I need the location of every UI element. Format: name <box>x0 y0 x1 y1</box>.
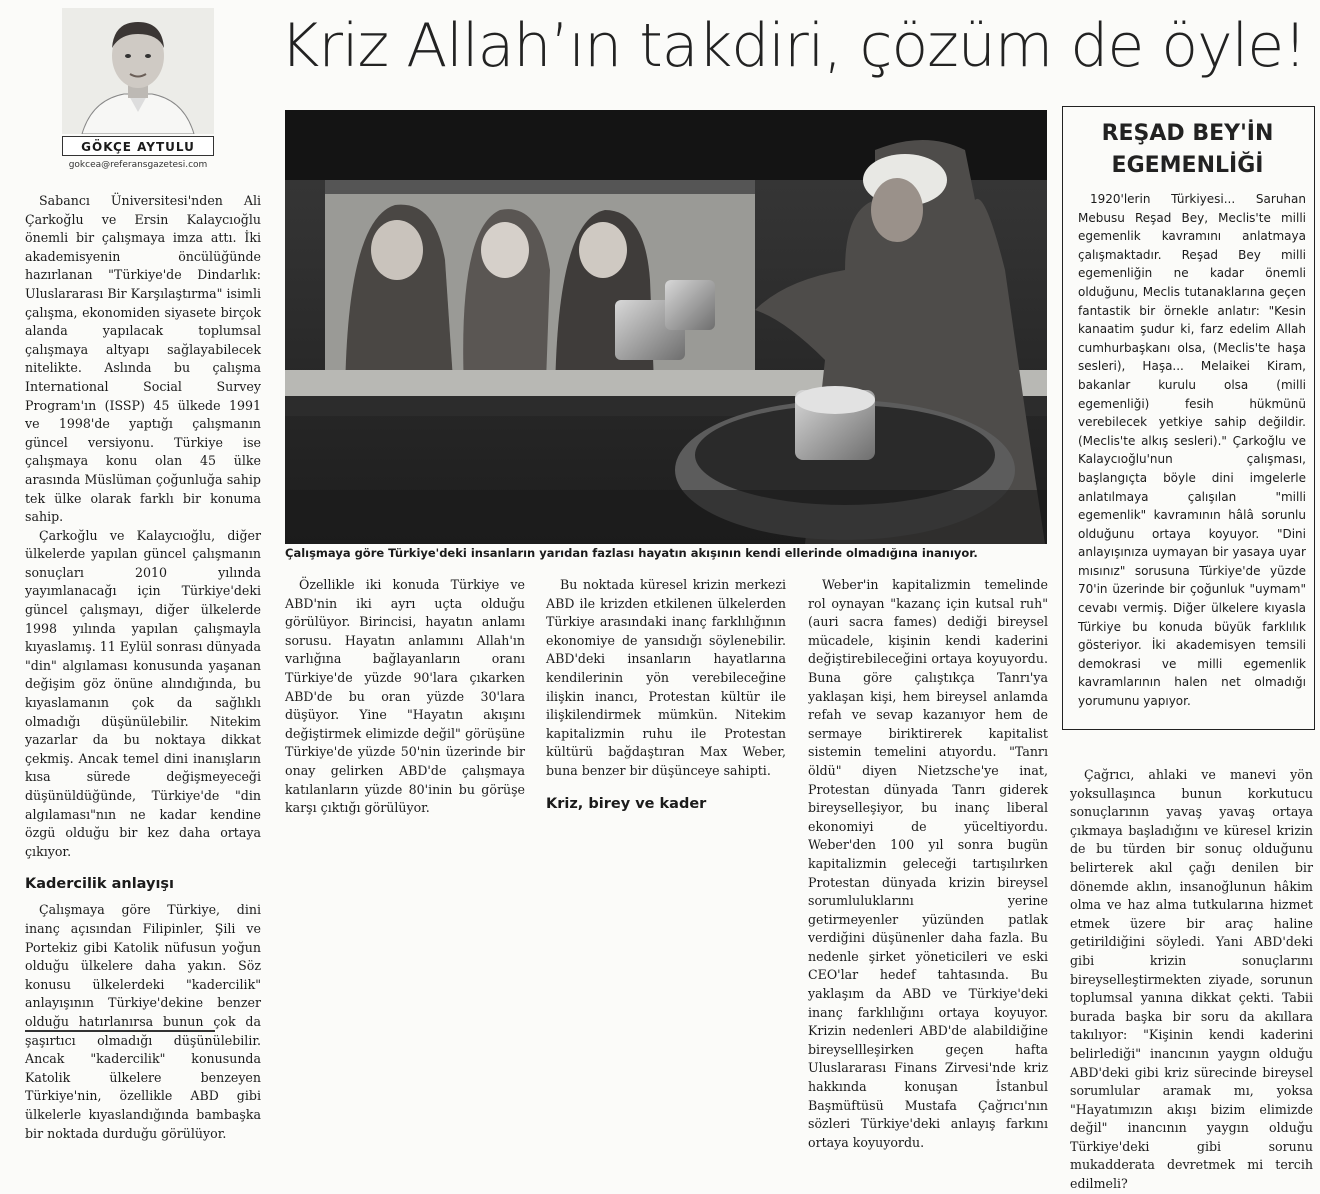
article-column-4 <box>808 576 1048 1152</box>
photo-caption: Çalışmaya göre Türkiye'deki insanların yarıdan fazlası hayatın akışının kendi ellerinde olmadığına inanıyor. <box>285 546 978 560</box>
article-column-5 <box>1070 766 1313 1194</box>
sidebar-body <box>1078 190 1306 711</box>
article-column-2 <box>285 576 525 818</box>
author-name: GÖKÇE AYTULU <box>62 136 214 156</box>
paragraph: Weber'in kapitalizmin temelinde rol oynayan "kazanç için kutsal ruh" (auri sacra fames) dediği bireysel mücadele, kişinin kendi kaderini değiştirebileceğini ortaya koyuyordu. Buna göre çalıştıkça Tanrı'ya yaklaşan kişi, hem bireysel anlamda refah ve sevap kazanıyor hem de sermaye biriktirerek kapitalist sistemin temelini atıyordu. "Tanrı öldü" diyen Nietzsche'ye inat, Protestan dünyada Tanrı giderek bireyselleşiyor, bu inanç liberal ekonomiyi de yüceltiyordu. Weber'den 100 yıl sonra bugün kapitalizmin geleceği tartışılırken Protestan dünyada krizin bireysel sorumluluklarını yerine getirmeyenler yüzünden patlak verdiğini düşünenler daha fazla. Bu nedenle şirket yöneticileri ve eski CEO'lar hedef tahtasında. Bu yaklaşım da ABD ve Türkiye'deki inanç farklılığını ortaya koyuyor. Krizin nedenleri ABD'de alabildiğine bireysellleşirken geçen hafta Uluslararası Finans Zirvesi'nde kriz hakkında konuşan İstanbul Başmüftüsü Mustafa Çağrıcı'nın sözleri Türkiye'deki anlayış farkını ortaya koyuyordu. <box>808 577 1048 1150</box>
author-email: gokcea@referansgazetesi.com <box>68 160 208 170</box>
paragraph: Çalışmaya göre Türkiye, dini inanç açısından Filipinler, Şili ve Portekiz gibi Katolik nüfusun yoğun olduğu ülkelere daha yakın. Söz konusu ülkelerdeki "kadercilik" anlayışının Türkiye'dekine benzer olduğu hatırlanırsa bunun çok da şaşırtıcı olmadığı düşünülebilir. Ancak "kadercilik" konusunda Katolik ülkelere benzeyen Türkiye'nin, özellikle ABD gibi ülkelerle kıyaslandığında bambaşka bir noktada durduğu görülüyor. <box>25 902 261 1141</box>
paragraph: Çağrıcı, ahlaki ve manevi yön yoksullaşınca bunun korkutucu sonuçlarının yavaş yavaş ortaya çıkmaya başladığını ve küresel krizin de bu türden bir sonuç olduğunu belirterek akıl çağı denilen bir dönemde aklın, insanoğlunun hâkim olma ve haz alma tutkularına hizmet etmek üzere bir araç haline getirildiğini söyledi. Yani ABD'deki gibi krizin sonuçlarını bireyselleştirmekten ziyade, sorunun toplumsal yanına dikkat çekti. Tabii burada başka bir soru da akıllara takılıyor: "Kişinin kendi kaderini belirlediği" inancının yaygın olduğu ABD'deki gibi kriz sürecinde bireysel sorumlular aramak mı, yoksa "Hayatımızın akışı bizim elimizde değil" inancının yaygın olduğu Türkiye'deki gibi sorunu mukadderata devretmek mi tercih edilmeli? <box>1070 767 1313 1192</box>
sidebar-title-line: REŞAD BEY'İN <box>1101 121 1274 146</box>
author-portrait-illustration <box>62 8 214 134</box>
sidebar-text: 1920'lerin Türkiyesi... Saruhan Mebusu Reşad Bey, Meclis'te milli egemenlik kavramını anlatmaya çalışmaktadır. Reşad Bey milli egemenliğin ne kadar önemli olduğunu, Meclis tutanaklarına geçen fantastik bir örnekle anlatır: "Kesin kanaatim şudur ki, farz edelim Allah cumhurbaşkanı olsa, (Meclis'te haşa sesleri), Haşa... Melaikei Kiram, bakanlar kurulu olsa (milli egemenliği) fesih hükmünü verebilecek yetkiye sahip değildir. (Meclis'te alkış sesleri)." Çarkoğlu ve Kalaycıoğlu'nun çalışması, başlangıçta böyle dini imgelerle anlatılmaya çalışılan "milli egemenlik" kavramının hâlâ sorunlu olduğunu ortaya koyuyor. "Dini anlayışınıza uymayan bir yasaya uyar mısınız" sorusuna Türkiye'de yüzde 70'in üzerinde bir çoğunluk "uymam" cevabı vermiş. Diğer ülkelere kıyasla Türkiye bu konuda büyük farklılık gösteriyor. İki akademisyen temsili demokrasi ve milli egemenlik kavramlarının halen net olmadığı yorumunu yapıyor. <box>1078 192 1306 709</box>
subheading: Kadercilik anlayışı <box>25 876 175 893</box>
sidebar-title-line: EGEMENLİĞİ <box>1111 153 1264 178</box>
article-column-1 <box>25 192 261 1143</box>
divider <box>25 1030 215 1032</box>
author-photo <box>62 8 214 134</box>
paragraph: Özellikle iki konuda Türkiye ve ABD'nin iki ayrı uçta olduğu görülüyor. Birincisi, hayatın anlamı sorusu. Hayatın anlamını Allah'ın varlığına bağlayanların oranı Türkiye'de yüzde 90'lara çıkarken ABD'de bu oran yüzde 30'lara düşüyor. Yine "Hayatın akışını değiştirmek elimizde değil" görüşüne Türkiye'de yüzde 50'nin üzerinde bir onay gelirken ABD'de çalışmaya katılanların yüzde 80'inin bu görüşe karşı çıktığı görülüyor. <box>285 577 525 816</box>
sidebar-title <box>1070 118 1305 182</box>
soup-kitchen-photo-illustration <box>285 110 1047 544</box>
subheading: Kriz, birey ve kader <box>546 795 707 812</box>
headline: Kriz Allah’ın takdiri, çözüm de öyle! <box>280 11 1307 81</box>
article-column-3 <box>546 576 786 821</box>
paragraph: Bu noktada küresel krizin merkezi ABD ile krizden etkilenen ülkelerden Türkiye arasındaki inanç farklılığının ekonomiye de yansıdığı söylenebilir. ABD'deki insanların hayatlarına kendilerinin yön verebileceğine ilişkin inancı, Protestan kültür ile ilişkilendirmek mümkün. Nitekim kapitalizmin ruhu ile Protestan kültürü bağdaştıran Max Weber, buna benzer bir düşünceye sahipti. <box>546 577 786 778</box>
paragraph: Sabancı Üniversitesi'nden Ali Çarkoğlu ve Ersin Kalaycıoğlu önemli bir çalışmaya imza attı. İki akademisyenin öncülüğünde hazırlanan "Türkiye'de Dindarlık: Uluslararası Bir Karşılaştırma" isimli çalışma, ekonomiden siyasete birçok alanda yapılacak toplumsal çalışmaya altyapı sağlayabilecek nitelikte. Aslında bu çalışma International Social Survey Program'ın (ISSP) 45 ülkede 1991 ve 1998'de yaptığı çalışmanın güncel versiyonu. Türkiye ise çalışmaya konu olan 45 ülke arasında Müslüman çoğunluğa sahip tek ülke olarak farklı bir konuma sahip. <box>25 193 261 525</box>
article-photo <box>285 110 1047 544</box>
paragraph: Çarkoğlu ve Kalaycıoğlu, diğer ülkelerde yapılan güncel çalışmanın sonuçları 2010 yılında yayımlanacağı için Türkiye'deki güncel çalışmayı, diğer ülkelerde 1998 yılında yapılan çalışmayla kıyaslamış. 11 Eylül sonrası dünyada "din" algılaması konusunda yaşanan değişim göz önüne alındığında, bu kıyaslamanın çok da sağlıklı olmadığı düşünülebilir. Nitekim yazarlar da bu noktaya dikkat çekmiş. Ancak temel dini inanışların kısa sürede değişmeyeceği düşünüldüğünde, Türkiye'de "din algılaması"nın ne kadar kendine özgü olduğu bir kez daha ortaya çıkıyor. <box>25 527 261 859</box>
